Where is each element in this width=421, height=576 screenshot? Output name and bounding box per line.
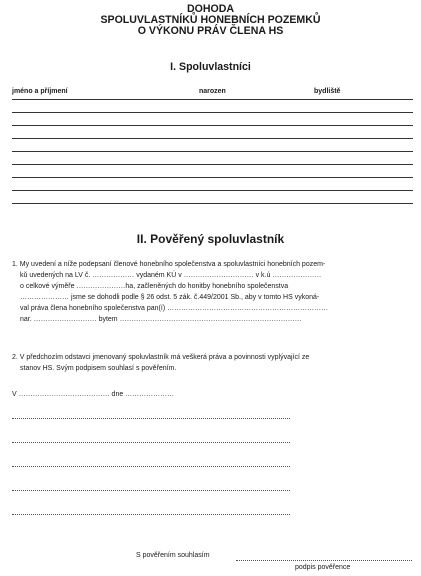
document-title-line1: DOHODA <box>186 3 235 15</box>
place-date-line[interactable]: V ………………………………… dne ………………… <box>12 391 175 398</box>
table-row-line[interactable] <box>12 164 413 165</box>
table-row-line[interactable] <box>12 190 413 191</box>
table-row-line[interactable] <box>12 138 413 139</box>
column-residence: bydliště <box>314 88 341 95</box>
table-row-line[interactable] <box>12 203 413 204</box>
paragraph-2-line: 2. V předchozím odstavci jmenovaný spoluvlastník má veškerá práva a povinnosti vyplývající ze <box>12 354 310 361</box>
section2-heading: II. Pověřený spoluvlastník <box>136 232 285 246</box>
section1-heading: I. Spoluvlastníci <box>170 61 251 73</box>
signature-line[interactable] <box>12 514 290 515</box>
paragraph-1-line: kŭ uvedených na LV č. ……………… vydaném KÚ v ………………………… v k.ú ………………… <box>20 272 322 279</box>
column-name: jméno a příjmení <box>12 88 68 95</box>
table-row-line[interactable] <box>12 112 413 113</box>
table-row-line[interactable] <box>12 177 413 178</box>
table-rule <box>12 99 413 100</box>
signature-line[interactable] <box>12 466 290 467</box>
document-title-line3: O VÝKONU PRÁV ČLENA HS <box>137 25 284 37</box>
paragraph-1-line: 1. My uvedení a níže podepsaní členové honebního společenstva a spoluvlastníci honebních pozem- <box>12 261 326 268</box>
signature-line[interactable] <box>12 418 290 419</box>
paragraph-2 <box>12 352 413 374</box>
paragraph-1-line: o celkové výměře …………………ha, začleněných do honitby honebního společenstva <box>20 283 289 290</box>
signature-line[interactable] <box>12 490 290 491</box>
column-born: narozen <box>199 88 226 95</box>
paragraph-1 <box>12 259 413 325</box>
table-row-line[interactable] <box>12 125 413 126</box>
consent-label: S pověřením souhlasím <box>136 552 210 559</box>
signature-line[interactable] <box>12 442 290 443</box>
consent-signature-field[interactable] <box>236 560 412 561</box>
table-row-line[interactable] <box>12 151 413 152</box>
paragraph-1-line: nar. ……………………… bytem …………………………………………………………………… <box>20 316 302 323</box>
signature-caption: podpis pověřence <box>295 564 351 571</box>
document-title-line2: SPOLUVLASTNÍKŮ HONEBNÍCH POZEMKŮ <box>100 14 321 26</box>
paragraph-1-line: ………………… jsme se dohodli podle § 26 odst. 5 zák. č.449/2001 Sb., aby v tomto HS vykoná- <box>20 294 320 301</box>
paragraph-2-line: stanov HS. Svým podpisem souhlasí s pověřením. <box>20 365 177 372</box>
paragraph-1-line: val práva člena honebního společenstva pan(í) …………………………………………………………… <box>20 305 329 312</box>
